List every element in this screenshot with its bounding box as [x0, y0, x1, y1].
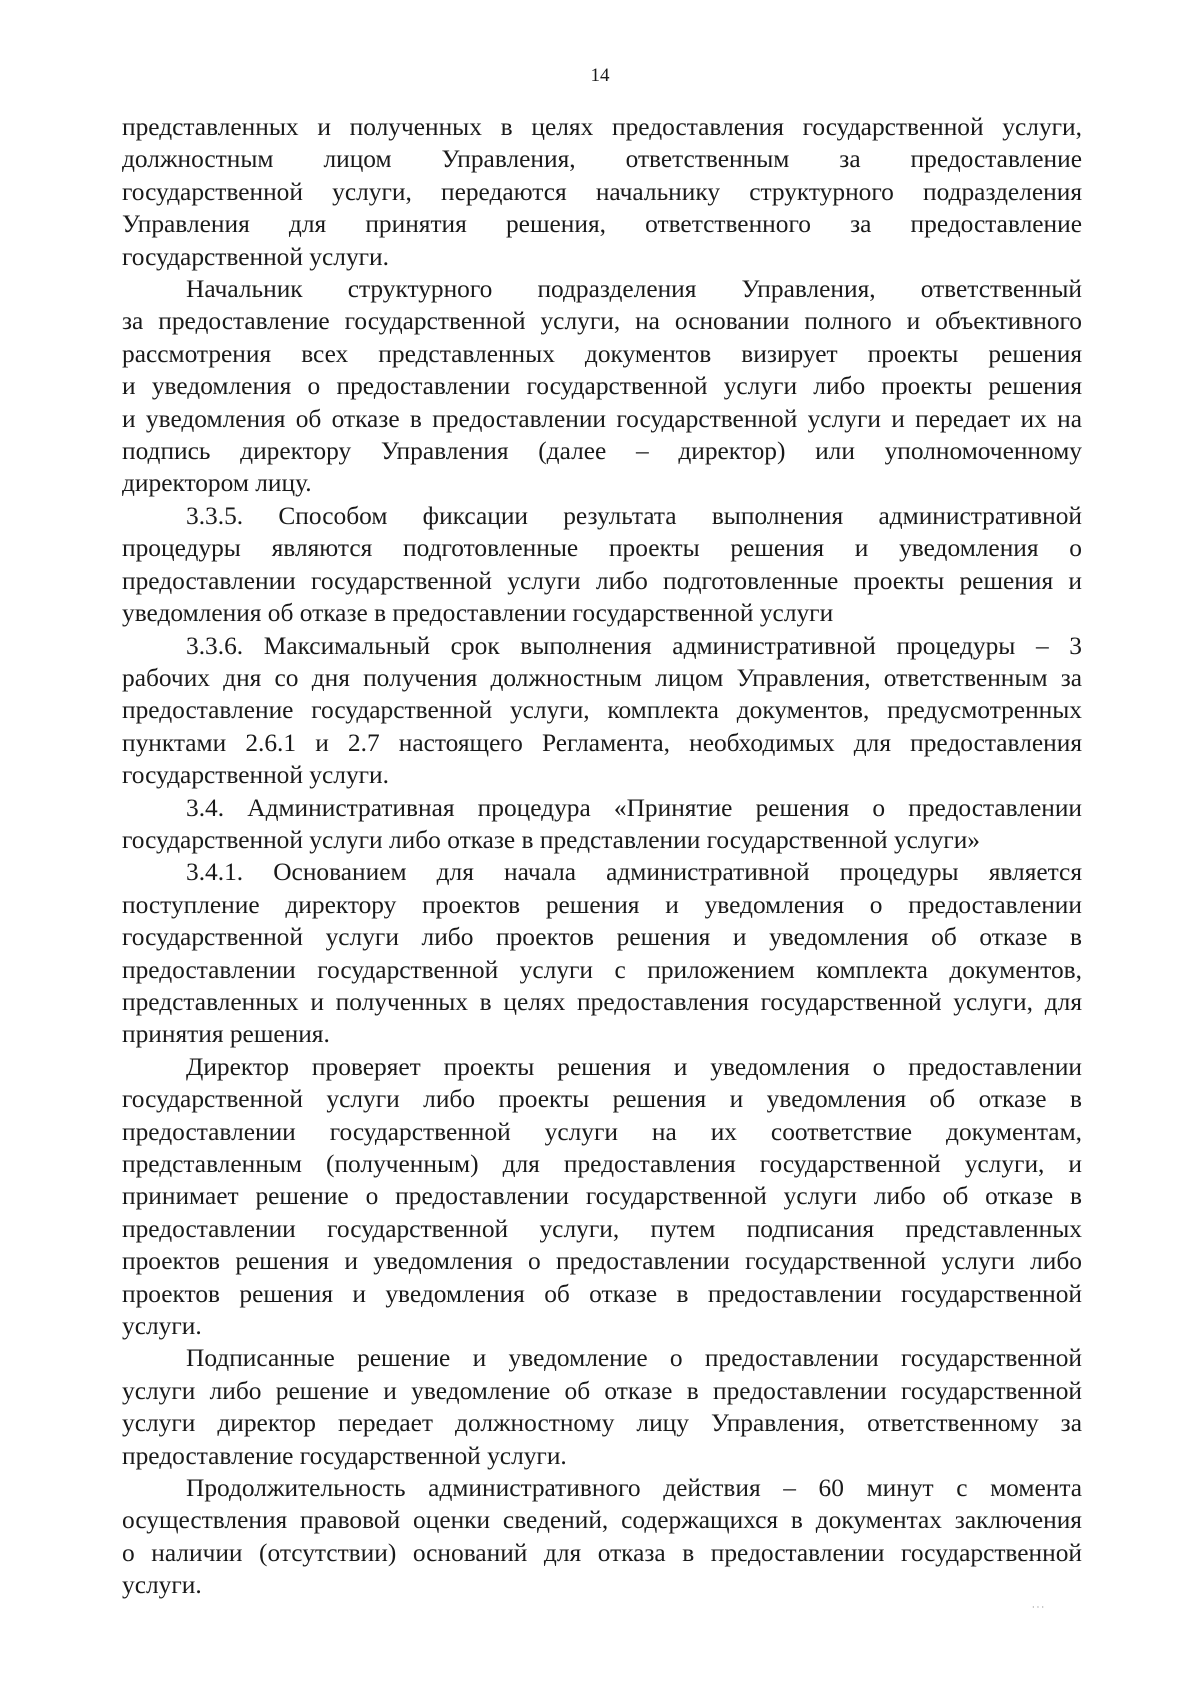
- text-line: должностным лицом Управления, ответственным за предоставление: [122, 145, 1082, 174]
- text-line: и уведомления о предоставлении государственной услуги либо проекты решения: [122, 372, 1082, 401]
- text-line: осуществления правовой оценки сведений, содержащихся в документах заключения: [122, 1506, 1082, 1535]
- text-line: предоставлении государственной услуги, путем подписания представленных: [122, 1214, 1082, 1243]
- text-line: Продолжительность административного действия – 60 минут с момента: [186, 1474, 1082, 1503]
- text-line: Подписанные решение и уведомление о предоставлении государственной: [186, 1344, 1082, 1373]
- text-line: рабочих дня со дня получения должностным лицом Управления, ответственным за: [122, 663, 1082, 692]
- text-line: услуги директор передает должностному лицу Управления, ответственному за: [122, 1409, 1082, 1438]
- text-line: директором лицу.: [122, 469, 312, 498]
- text-line: рассмотрения всех представленных документов визирует проекты решения: [122, 339, 1082, 368]
- text-line: процедуры являются подготовленные проекты решения и уведомления о: [122, 534, 1082, 563]
- text-line: и уведомления об отказе в предоставлении государственной услуги и передает их на: [122, 404, 1082, 433]
- text-line: услуги.: [122, 1571, 202, 1600]
- text-line: государственной услуги либо проекты решения и уведомления об отказе в: [122, 1085, 1082, 1114]
- text-line: о наличии (отсутствии) оснований для отказа в предоставлении государственной: [122, 1538, 1082, 1567]
- paragraph: [122, 111, 1082, 273]
- paragraph: [122, 500, 1082, 630]
- paragraph: [122, 1472, 1082, 1602]
- text-line: подпись директору Управления (далее – директор) или уполномоченному: [122, 437, 1082, 466]
- paragraph: [122, 630, 1082, 792]
- text-line: предоставлении государственной услуги с приложением комплекта документов,: [122, 955, 1082, 984]
- text-line: принятия решения.: [122, 1020, 330, 1049]
- text-line: предоставление государственной услуги, комплекта документов, предусмотренных: [122, 696, 1082, 725]
- text-line: государственной услуги.: [122, 761, 389, 790]
- paragraph: [122, 1051, 1082, 1343]
- paragraph: [122, 856, 1082, 1050]
- text-line: уведомления об отказе в предоставлении государственной услуги: [122, 599, 834, 628]
- scan-artifact: ⸳⸳⸳: [1032, 1601, 1047, 1612]
- text-line: предоставлении государственной услуги либо подготовленные проекты решения и: [122, 566, 1082, 595]
- paragraph: [122, 792, 1082, 857]
- text-line: поступление директору проектов решения и уведомления о предоставлении: [122, 890, 1082, 919]
- text-line: государственной услуги.: [122, 242, 389, 271]
- text-line: за предоставление государственной услуги, на основании полного и объективного: [122, 307, 1082, 336]
- text-line: предоставлении государственной услуги на их соответствие документам,: [122, 1117, 1082, 1146]
- text-line: представленных и полученных в целях предоставления государственной услуги,: [122, 113, 1082, 141]
- text-line: проектов решения и уведомления об отказе в предоставлении государственной: [122, 1279, 1082, 1308]
- text-line: Начальник структурного подразделения Управления, ответственный: [186, 275, 1082, 304]
- text-line: проектов решения и уведомления о предоставлении государственной услуги либо: [122, 1247, 1082, 1276]
- text-line: 3.4. Административная процедура «Принятие решения о предоставлении: [186, 793, 1082, 822]
- text-line: пунктами 2.6.1 и 2.7 настоящего Регламента, необходимых для предоставления: [122, 728, 1082, 757]
- text-line: предоставление государственной услуги.: [122, 1441, 567, 1470]
- text-line: Управления для принятия решения, ответственного за предоставление: [122, 210, 1082, 239]
- text-line: 3.4.1. Основанием для начала административной процедуры является: [186, 858, 1082, 887]
- text-line: государственной услуги либо отказе в представлении государственной услуги»: [122, 825, 980, 854]
- text-line: Директор проверяет проекты решения и уведомления о предоставлении: [186, 1052, 1082, 1081]
- text-line: принимает решение о предоставлении государственной услуги либо об отказе в: [122, 1182, 1082, 1211]
- text-line: представленных и полученных в целях предоставления государственной услуги, для: [122, 987, 1082, 1016]
- text-line: 3.3.6. Максимальный срок выполнения административной процедуры – 3: [186, 631, 1082, 660]
- paragraph: [122, 1342, 1082, 1472]
- text-line: услуги либо решение и уведомление об отказе в предоставлении государственной: [122, 1376, 1082, 1405]
- text-line: 3.3.5. Способом фиксации результата выполнения административной: [186, 501, 1082, 530]
- document-body: [122, 111, 1082, 1602]
- text-line: государственной услуги, передаются начальнику структурного подразделения: [122, 177, 1082, 206]
- paragraph: [122, 273, 1082, 500]
- text-line: представленным (полученным) для предоставления государственной услуги, и: [122, 1150, 1082, 1178]
- text-line: услуги.: [122, 1312, 202, 1341]
- text-line: государственной услуги либо проектов решения и уведомления об отказе в: [122, 923, 1082, 952]
- page-number: 14: [590, 65, 610, 86]
